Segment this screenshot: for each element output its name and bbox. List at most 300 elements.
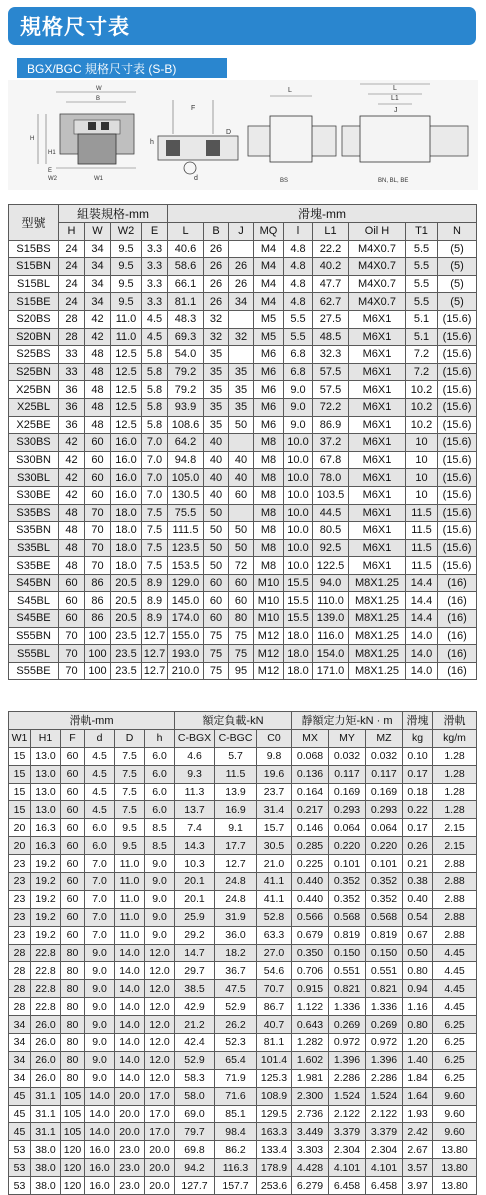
table-row (9, 819, 477, 837)
table-cell: 1.28 (433, 783, 477, 801)
table-cell: M4X0.7 (349, 240, 406, 258)
table-cell: 34 (9, 1051, 31, 1069)
label-h: H (30, 136, 35, 142)
table-cell: 80 (61, 1016, 85, 1034)
table-cell: 0.293 (366, 801, 403, 819)
block-weight-header: 滑塊 (403, 712, 433, 730)
table-cell: 20.5 (111, 610, 142, 628)
table-cell: 60 (61, 747, 85, 765)
table-cell: 10 (406, 434, 438, 452)
table-cell: 94.0 (313, 574, 349, 592)
table-cell: 58.0 (175, 1087, 215, 1105)
table-cell: 105 (61, 1123, 85, 1141)
block-bs-drawing (248, 87, 336, 184)
table-cell: 7.5 (115, 783, 145, 801)
table-cell: M6 (254, 346, 284, 364)
table-cell: 100 (85, 627, 111, 645)
table-cell: 6.25 (433, 1034, 477, 1052)
table-cell: 80 (229, 610, 254, 628)
table-cell: 1.93 (403, 1105, 433, 1123)
label-h1: H1 (48, 150, 56, 156)
table-cell: 38.0 (31, 1177, 61, 1195)
table-row (9, 998, 477, 1016)
table-cell: 40 (204, 469, 229, 487)
table-cell: 0.551 (366, 962, 403, 980)
table-cell: 157.7 (215, 1177, 257, 1195)
table-cell: 48 (85, 346, 111, 364)
table-cell: 34 (9, 1069, 31, 1087)
table-cell: 2.304 (329, 1141, 366, 1159)
table-cell: 5.5 (284, 310, 313, 328)
table-cell: 52.3 (215, 1034, 257, 1052)
column-header: F (61, 729, 85, 747)
table-cell: 40 (204, 486, 229, 504)
table-cell: 0.10 (403, 747, 433, 765)
table-cell: 26 (204, 275, 229, 293)
table-cell: 40.2 (313, 258, 349, 276)
table-cell: 34 (9, 1034, 31, 1052)
table-cell: 4.45 (433, 998, 477, 1016)
table-row (9, 469, 477, 487)
table-cell: 66.1 (168, 275, 204, 293)
table-row (9, 293, 477, 311)
label-w1: W1 (94, 176, 103, 182)
column-header: H1 (31, 729, 61, 747)
table-cell: 60 (229, 486, 254, 504)
table-row (9, 1177, 477, 1195)
table-cell: 0.38 (403, 873, 433, 891)
table-cell: 0.17 (403, 765, 433, 783)
table-cell: 9.5 (111, 240, 142, 258)
subtitle-bar (17, 58, 227, 78)
table-cell: 2.122 (366, 1105, 403, 1123)
table-cell: 0.352 (329, 890, 366, 908)
table-cell: 12.5 (111, 416, 142, 434)
table-cell: 13.7 (175, 801, 215, 819)
table-row (9, 645, 477, 663)
table-cell (229, 240, 254, 258)
table-cell: M8X1.25 (349, 662, 406, 680)
table-cell: 7.0 (85, 873, 115, 891)
table-cell: 62.7 (313, 293, 349, 311)
table-cell: 75 (229, 627, 254, 645)
table-cell: 0.032 (329, 747, 366, 765)
table-cell: 37.2 (313, 434, 349, 452)
table-cell: 10 (406, 469, 438, 487)
table-cell: 19.6 (257, 765, 292, 783)
table-cell: 9.8 (257, 747, 292, 765)
table-cell: 9.5 (111, 293, 142, 311)
table-cell: 153.5 (168, 557, 204, 575)
table-cell: 28 (9, 962, 31, 980)
table-cell: M6 (254, 381, 284, 399)
table-cell: 20.1 (175, 890, 215, 908)
table-cell: 52.9 (175, 1051, 215, 1069)
table-cell: 1.524 (329, 1087, 366, 1105)
front-view-drawing (30, 86, 136, 182)
table-cell: 35 (229, 363, 254, 381)
table-cell: M6X1 (349, 504, 406, 522)
table-cell: 14.0 (115, 980, 145, 998)
table-cell: 0.679 (292, 926, 329, 944)
table-cell: 24.8 (215, 873, 257, 891)
table-cell: 50 (204, 557, 229, 575)
table-cell (229, 504, 254, 522)
table-cell: 120 (61, 1159, 85, 1177)
table-cell: 19.2 (31, 890, 61, 908)
table-cell: 80.5 (313, 522, 349, 540)
table-cell: 12.5 (111, 346, 142, 364)
table-cell (229, 346, 254, 364)
table-cell: 60 (204, 574, 229, 592)
table-cell: 9.0 (85, 944, 115, 962)
table-cell: 36.0 (215, 926, 257, 944)
table-row (9, 486, 477, 504)
table-row (9, 557, 477, 575)
table-cell: 11.0 (111, 310, 142, 328)
table-cell: 17.0 (145, 1123, 175, 1141)
table-cell: 13.80 (433, 1141, 477, 1159)
table-cell: 105.0 (168, 469, 204, 487)
table-cell: (5) (438, 240, 477, 258)
table-cell: X25BL (9, 398, 59, 416)
table-cell: M8 (254, 434, 284, 452)
table-cell: 0.706 (292, 962, 329, 980)
table-cell: 15 (9, 801, 31, 819)
table-cell: S20BS (9, 310, 59, 328)
label-w2: W2 (48, 176, 57, 182)
table-cell: 6.458 (366, 1177, 403, 1195)
table-cell: 18.0 (111, 504, 142, 522)
column-header: J (229, 223, 254, 241)
table-cell: 9.0 (145, 873, 175, 891)
table-cell: S55BL (9, 645, 59, 663)
table-cell: 105 (61, 1087, 85, 1105)
table-cell: 80 (61, 962, 85, 980)
table-cell: 14.0 (115, 1034, 145, 1052)
table-cell: 7.5 (142, 557, 168, 575)
table-row (9, 1087, 477, 1105)
table-cell: 19.2 (31, 926, 61, 944)
table-cell: 0.164 (292, 783, 329, 801)
table-cell: M8 (254, 522, 284, 540)
table-cell: 7.0 (142, 469, 168, 487)
table-cell: 10.0 (284, 469, 313, 487)
table-cell: (15.6) (438, 398, 477, 416)
table-row (9, 592, 477, 610)
table-cell: 52.8 (257, 908, 292, 926)
table-cell: 81.1 (168, 293, 204, 311)
table-cell: 36.7 (215, 962, 257, 980)
table-cell: 0.150 (329, 944, 366, 962)
table-cell: M4X0.7 (349, 293, 406, 311)
table-cell: 45 (9, 1123, 31, 1141)
table-cell: 0.94 (403, 980, 433, 998)
column-header: MQ (254, 223, 284, 241)
table-cell: 4.6 (175, 747, 215, 765)
table-row (9, 504, 477, 522)
table-cell: 12.0 (145, 1034, 175, 1052)
table-cell: 6.0 (145, 801, 175, 819)
table-cell: 0.269 (329, 1016, 366, 1034)
table-cell: S15BS (9, 240, 59, 258)
table-cell: M6X1 (349, 539, 406, 557)
table-cell: 1.16 (403, 998, 433, 1016)
table-cell: S55BE (9, 662, 59, 680)
table-row (9, 310, 477, 328)
table-cell: M10 (254, 574, 284, 592)
table-cell: 0.17 (403, 819, 433, 837)
table-cell: M8X1.25 (349, 645, 406, 663)
table-cell: 57.5 (313, 381, 349, 399)
table-cell: 60 (59, 592, 85, 610)
table-cell: 18.0 (111, 557, 142, 575)
table-cell: 75 (204, 627, 229, 645)
table-cell: 71.6 (215, 1087, 257, 1105)
table-cell: (16) (438, 574, 477, 592)
table-cell: 3.3 (142, 275, 168, 293)
table-cell: 28 (9, 998, 31, 1016)
table-cell: 6.0 (145, 747, 175, 765)
table-cell: 34 (85, 275, 111, 293)
table-cell: S45BE (9, 610, 59, 628)
table-cell: 4.5 (142, 328, 168, 346)
table-cell: 193.0 (168, 645, 204, 663)
page-title-bar (8, 7, 476, 45)
table-cell: 60 (61, 926, 85, 944)
table-cell: M5 (254, 328, 284, 346)
table-cell: 35 (204, 416, 229, 434)
table-cell: 0.285 (292, 837, 329, 855)
table-row (9, 980, 477, 998)
assembly-spec-header: 組裝規格-mm (59, 205, 168, 223)
table-cell: 60 (229, 574, 254, 592)
column-header: C0 (257, 729, 292, 747)
table-cell: 0.26 (403, 837, 433, 855)
table-cell: 23.0 (115, 1177, 145, 1195)
table-cell: 2.286 (366, 1069, 403, 1087)
table-cell: 95 (229, 662, 254, 680)
table-cell: 0.67 (403, 926, 433, 944)
dimension-drawings (8, 80, 478, 190)
table-cell: 80 (61, 1051, 85, 1069)
table-cell: 5.5 (284, 328, 313, 346)
table-cell: 33 (59, 346, 85, 364)
table-cell: 33 (59, 363, 85, 381)
table-cell: 116.0 (313, 627, 349, 645)
table-cell: 0.54 (403, 908, 433, 926)
table-cell: 32 (229, 328, 254, 346)
table-cell: 7.5 (142, 539, 168, 557)
table-cell: S15BL (9, 275, 59, 293)
table-cell: 20.5 (111, 592, 142, 610)
table-cell: 108.6 (168, 416, 204, 434)
table-cell: S15BN (9, 258, 59, 276)
table-cell: 9.1 (215, 819, 257, 837)
table-cell: 25.9 (175, 908, 215, 926)
table-cell: 14.0 (85, 1105, 115, 1123)
column-header: L1 (313, 223, 349, 241)
table-cell: 125.3 (257, 1069, 292, 1087)
table-cell: (15.6) (438, 539, 477, 557)
table-cell: 0.169 (366, 783, 403, 801)
table-row (9, 398, 477, 416)
table-cell: 123.5 (168, 539, 204, 557)
table-cell: 0.150 (366, 944, 403, 962)
table-cell: 0.064 (366, 819, 403, 837)
table-cell: M4 (254, 258, 284, 276)
table-cell: 4.45 (433, 980, 477, 998)
table-cell: 70 (59, 662, 85, 680)
table-cell: 80 (61, 980, 85, 998)
table-cell: 38.0 (31, 1159, 61, 1177)
table-cell: 40 (229, 469, 254, 487)
table-cell: 75.5 (168, 504, 204, 522)
table-row (9, 944, 477, 962)
table-cell: 16.0 (85, 1177, 115, 1195)
table-cell: (16) (438, 627, 477, 645)
table-row (9, 926, 477, 944)
column-header: kg (403, 729, 433, 747)
table-cell: (16) (438, 592, 477, 610)
table-cell: 5.8 (142, 381, 168, 399)
table-cell: 48 (85, 363, 111, 381)
table-cell (229, 434, 254, 452)
table-cell: 81.1 (257, 1034, 292, 1052)
table-cell: 2.300 (292, 1087, 329, 1105)
table-row (9, 1051, 477, 1069)
table-cell: 70 (85, 522, 111, 540)
table-cell: 19.2 (31, 873, 61, 891)
table-cell: 14.0 (406, 662, 438, 680)
column-header: d (85, 729, 115, 747)
table-cell: 26.2 (215, 1016, 257, 1034)
table-cell: 24 (59, 258, 85, 276)
table-cell: 2.67 (403, 1141, 433, 1159)
table-cell: 27.0 (257, 944, 292, 962)
table-cell: 10.0 (284, 522, 313, 540)
table-cell: S30BE (9, 486, 59, 504)
table-cell: 120 (61, 1177, 85, 1195)
table-cell: (5) (438, 258, 477, 276)
rail-side-view-drawing (150, 100, 238, 182)
table-cell: 10.0 (284, 486, 313, 504)
table-cell: 18.0 (284, 645, 313, 663)
table-cell: 0.18 (403, 783, 433, 801)
table-cell: 23.0 (115, 1159, 145, 1177)
table-cell: 28 (9, 980, 31, 998)
table-cell: 2.42 (403, 1123, 433, 1141)
table-cell: 31.1 (31, 1105, 61, 1123)
table-cell: 11.0 (115, 926, 145, 944)
table-cell: S30BS (9, 434, 59, 452)
table-cell: 75 (204, 662, 229, 680)
table-cell: 26 (229, 275, 254, 293)
table-cell: 63.3 (257, 926, 292, 944)
table-cell: 36 (59, 398, 85, 416)
table-row (9, 747, 477, 765)
table-cell: 60 (61, 765, 85, 783)
table-cell: 40.6 (168, 240, 204, 258)
dimension-diagram (8, 80, 478, 190)
table-row (9, 765, 477, 783)
table-cell: (15.6) (438, 557, 477, 575)
table-cell: 5.5 (406, 275, 438, 293)
table-cell: 12.0 (145, 962, 175, 980)
table-cell: 20.0 (145, 1159, 175, 1177)
table-cell: 0.440 (292, 890, 329, 908)
table-cell: M5 (254, 310, 284, 328)
table-cell: 53 (9, 1159, 31, 1177)
table-cell: 0.568 (329, 908, 366, 926)
table-cell: S30BL (9, 469, 59, 487)
table-cell: 18.0 (284, 627, 313, 645)
table-cell: 42 (59, 486, 85, 504)
table-cell: 5.8 (142, 363, 168, 381)
table-cell: 29.2 (175, 926, 215, 944)
table-cell: 20.0 (145, 1141, 175, 1159)
table-cell: 15.5 (284, 574, 313, 592)
table-cell: 93.9 (168, 398, 204, 416)
table-cell: 24.8 (215, 890, 257, 908)
table-cell: 4.5 (85, 801, 115, 819)
table-cell: 3.3 (142, 258, 168, 276)
table-cell: 110.0 (313, 592, 349, 610)
table-cell: 9.3 (175, 765, 215, 783)
table-cell: 6.0 (85, 819, 115, 837)
table-cell: 72 (229, 557, 254, 575)
table-cell: 22.8 (31, 980, 61, 998)
table-cell: M6X1 (349, 486, 406, 504)
table-cell: 12.5 (111, 398, 142, 416)
table-cell: 1.28 (433, 765, 477, 783)
table-cell: 16.0 (85, 1141, 115, 1159)
column-header: C-BGX (175, 729, 215, 747)
column-header: Oil H (349, 223, 406, 241)
table-cell: 100 (85, 645, 111, 663)
table-cell: 4.8 (284, 293, 313, 311)
table-cell: 0.220 (366, 837, 403, 855)
table-cell: 0.350 (292, 944, 329, 962)
static-moment-header: 靜額定力矩-kN · m (292, 712, 403, 730)
table-cell: 9.0 (85, 1051, 115, 1069)
table-cell: 48 (59, 522, 85, 540)
table-cell: (5) (438, 293, 477, 311)
table-cell: 5.1 (406, 310, 438, 328)
table-cell: 4.8 (284, 275, 313, 293)
table-cell: 60 (61, 908, 85, 926)
table-row (9, 610, 477, 628)
table-cell: 34 (229, 293, 254, 311)
block-spec-table (8, 204, 477, 680)
table-cell: M4X0.7 (349, 275, 406, 293)
table-cell: 133.4 (257, 1141, 292, 1159)
table-cell: 2.88 (433, 890, 477, 908)
table2-body (9, 747, 477, 1194)
table-cell: 0.40 (403, 890, 433, 908)
table-cell: 11.0 (115, 890, 145, 908)
table-cell: 60 (85, 451, 111, 469)
table-cell: M6 (254, 416, 284, 434)
table-cell: 10 (406, 486, 438, 504)
table-cell: M6X1 (349, 416, 406, 434)
table-cell: 11.5 (406, 539, 438, 557)
table-cell: 4.428 (292, 1159, 329, 1177)
table-cell: (15.6) (438, 486, 477, 504)
table-cell: 9.0 (284, 381, 313, 399)
table-cell: 15 (9, 783, 31, 801)
table-cell: 0.217 (292, 801, 329, 819)
